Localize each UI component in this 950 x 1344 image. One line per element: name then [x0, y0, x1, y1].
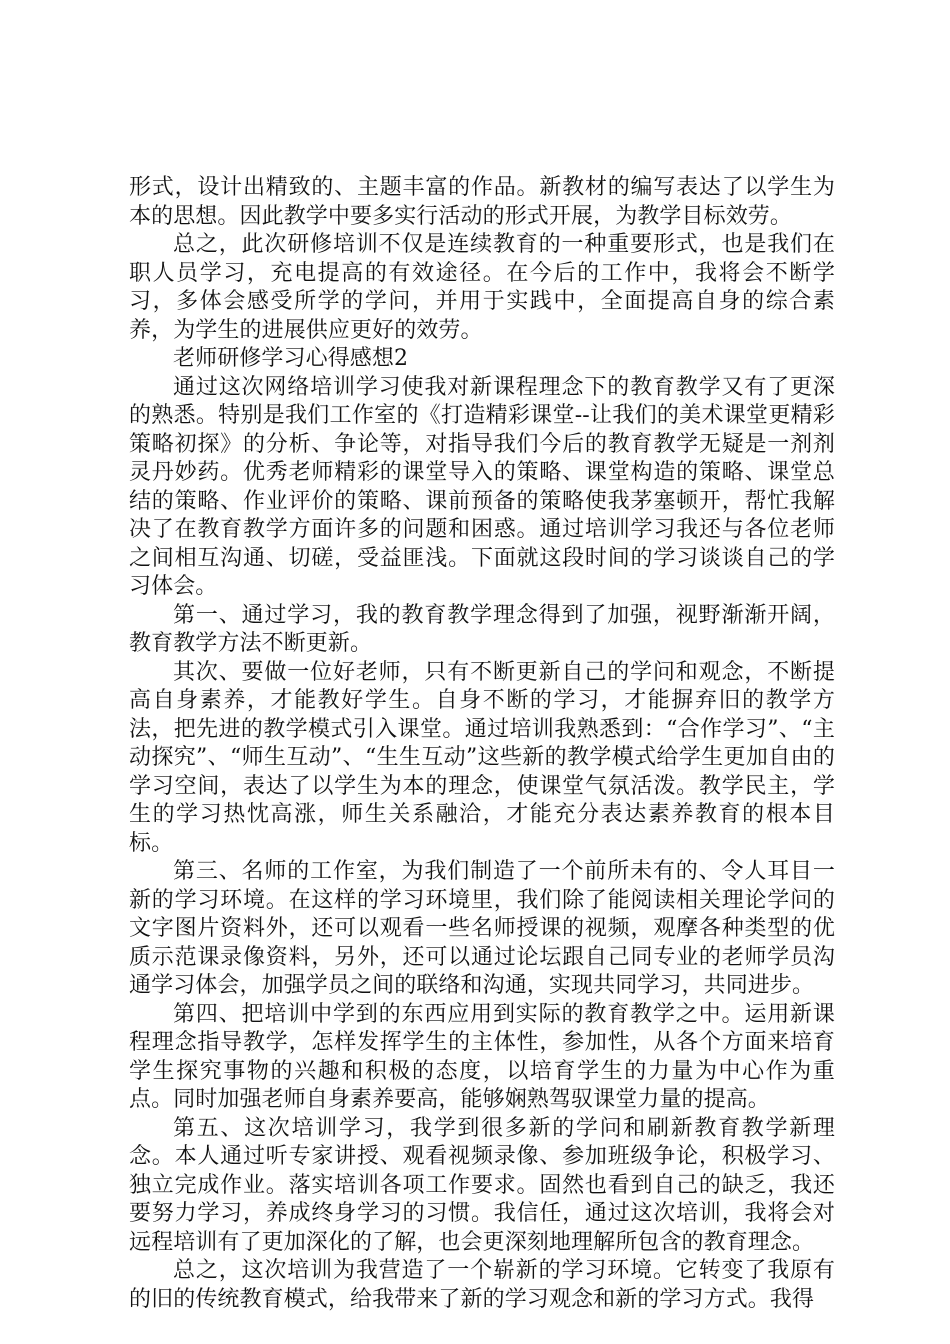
paragraph-point-1: 第一、通过学习，我的教育教学理念得到了加强，视野渐渐开阔，教育教学方法不断更新。: [129, 602, 835, 656]
paragraph-point-3: 第三、名师的工作室，为我们制造了一个前所未有的、令人耳目一新的学习环境。在这样的学习环境里，我们除了能阅读相关理论学问的文字图片资料外，还可以观看一些名师授课的视频，观摩各种类型的优质示范课录像资料，另外，还可以通过论坛跟自己同专业的老师学员沟通学习体会，加强学员之间的联络和沟通，实现共同学习，共同进步。: [129, 859, 835, 998]
paragraph-point-4: 第四、把培训中学到的东西应用到实际的教育教学之中。运用新课程理念指导教学，怎样发挥学生的主体性，参加性，从各个方面来培育学生探究事物的兴趣和积极的态度，以培育学生的力量为中心作为重点。同时加强老师自身素养要高，能够娴熟驾驭课堂力量的提高。: [129, 1001, 835, 1112]
paragraph-continuation: 形式，设计出精致的、主题丰富的作品。新教材的编写表达了以学生为本的思想。因此教学中要多实行活动的形式开展，为教学目标效劳。: [129, 175, 835, 229]
paragraph-summary-1: 总之，此次研修培训不仅是连续教育的一种重要形式，也是我们在职人员学习，充电提高的有效途径。在今后的工作中，我将会不断学习，多体会感受所学的学问，并用于实践中，全面提高自身的综合素养，为学生的进展供应更好的效劳。: [129, 232, 835, 343]
paragraph-summary-2: 总之，这次培训为我营造了一个崭新的学习环境。它转变了我原有的旧的传统教育模式，给我带来了新的学习观念和新的学习方式。我得: [129, 1258, 835, 1312]
paragraph-intro: 通过这次网络培训学习使我对新课程理念下的教育教学又有了更深的熟悉。特别是我们工作室的《打造精彩课堂--让我们的美术课堂更精彩策略初探》的分析、争论等，对指导我们今后的教育教学无疑是一剂剂灵丹妙药。优秀老师精彩的课堂导入的策略、课堂构造的策略、课堂总结的策略、作业评价的策略、课前预备的策略使我茅塞顿开，帮忙我解决了在教育教学方面许多的问题和困惑。通过培训学习我还与各位老师之间相互沟通、切磋，受益匪浅。下面就这段时间的学习谈谈自己的学习体会。: [129, 374, 835, 599]
paragraph-point-5: 第五、这次培训学习，我学到很多新的学问和刷新教育教学新理念。本人通过听专家讲授、观看视频录像、参加班级争论，积极学习、独立完成作业。落实培训各项工作要求。固然也看到自己的缺乏，我还要努力学习，养成终身学习的习惯。我信任，通过这次培训，我将会对远程培训有了更加深化的了解，也会更深刻地理解所包含的教育理念。: [129, 1115, 835, 1255]
paragraph-point-2: 其次、要做一位好老师，只有不断更新自己的学问和观念，不断提高自身素养，才能教好学生。自身不断的学习，才能摒弃旧的教学方法，把先进的教学模式引入课堂。通过培训我熟悉到：“合作学习”、“主动探究”、“师生互动”、“生生互动”这些新的教学模式给学生更加自由的学习空间，表达了以学生为本的理念，使课堂气氛活泼。教学民主，学生的学习热忱高涨，师生关系融洽，才能充分表达素养教育的根本目标。: [129, 659, 835, 856]
section-title: 老师研修学习心得感想2: [173, 346, 409, 371]
document-page: [129, 174, 835, 1314]
